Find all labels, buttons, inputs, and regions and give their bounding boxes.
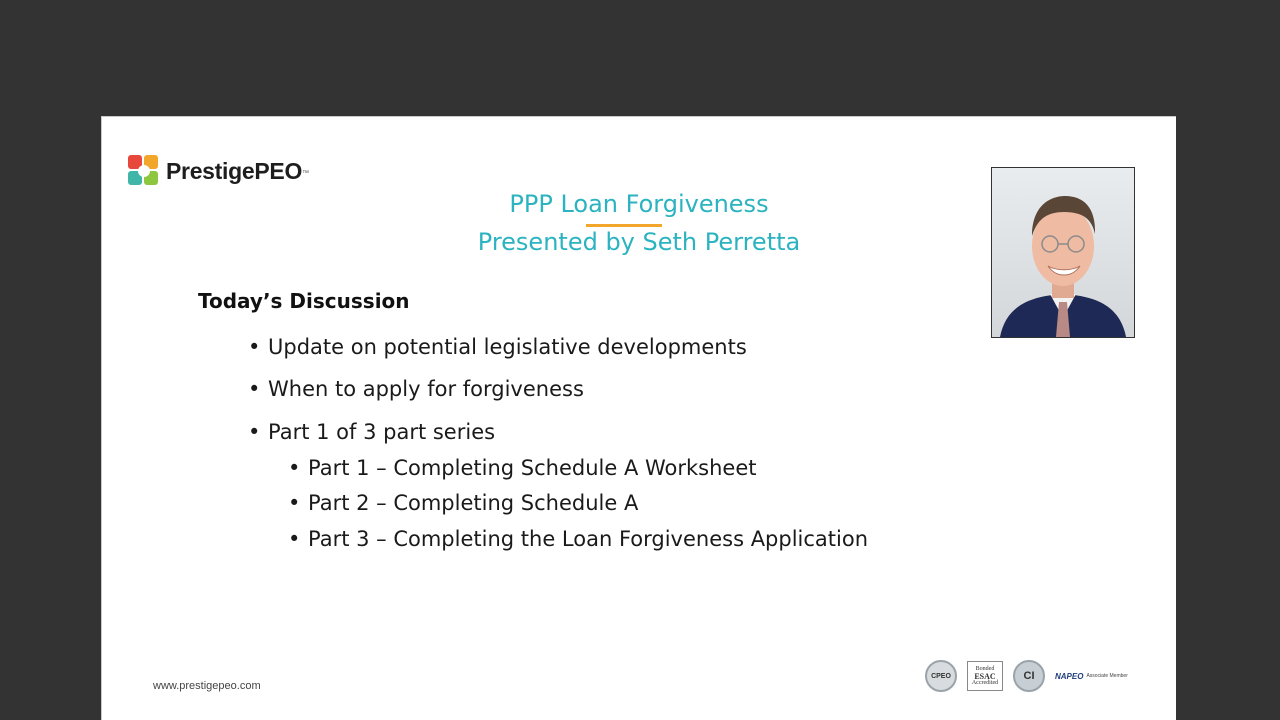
esac-badge-icon: Bonded ESAC Accredited <box>967 661 1003 691</box>
title-line-2: Presented by Seth Perretta <box>477 228 801 256</box>
discussion-subitem: • Part 3 – Completing the Loan Forgiveness Application <box>288 527 869 551</box>
discussion-item: • Update on potential legislative developments <box>248 335 747 359</box>
discussion-subitem: • Part 2 – Completing Schedule A <box>288 491 639 515</box>
discussion-subitem: • Part 1 – Completing Schedule A Worksheet <box>288 456 757 480</box>
presentation-slide <box>101 116 1176 720</box>
discussion-heading: Today’s Discussion <box>198 289 410 313</box>
accreditation-badges <box>925 660 1128 692</box>
discussion-item: • When to apply for forgiveness <box>248 377 584 401</box>
trademark-symbol: ™ <box>302 169 310 177</box>
discussion-item: • Part 1 of 3 part series <box>248 420 496 444</box>
prestige-logo-icon <box>128 155 160 187</box>
title-accent-underline <box>586 224 662 227</box>
title-line-1: PPP Loan Forgiveness <box>509 190 769 218</box>
brand-name: PrestigePEO <box>166 157 303 184</box>
prestige-logo <box>128 154 309 188</box>
website-url: www.prestigepeo.com <box>153 680 261 692</box>
cpeo-badge-icon: CPEO <box>925 660 957 692</box>
presenter-portrait <box>991 167 1135 338</box>
ci-badge-icon: CI <box>1013 660 1045 692</box>
napeo-badge-icon: NAPEO Associate Member <box>1055 671 1128 681</box>
slide-title <box>432 185 846 261</box>
